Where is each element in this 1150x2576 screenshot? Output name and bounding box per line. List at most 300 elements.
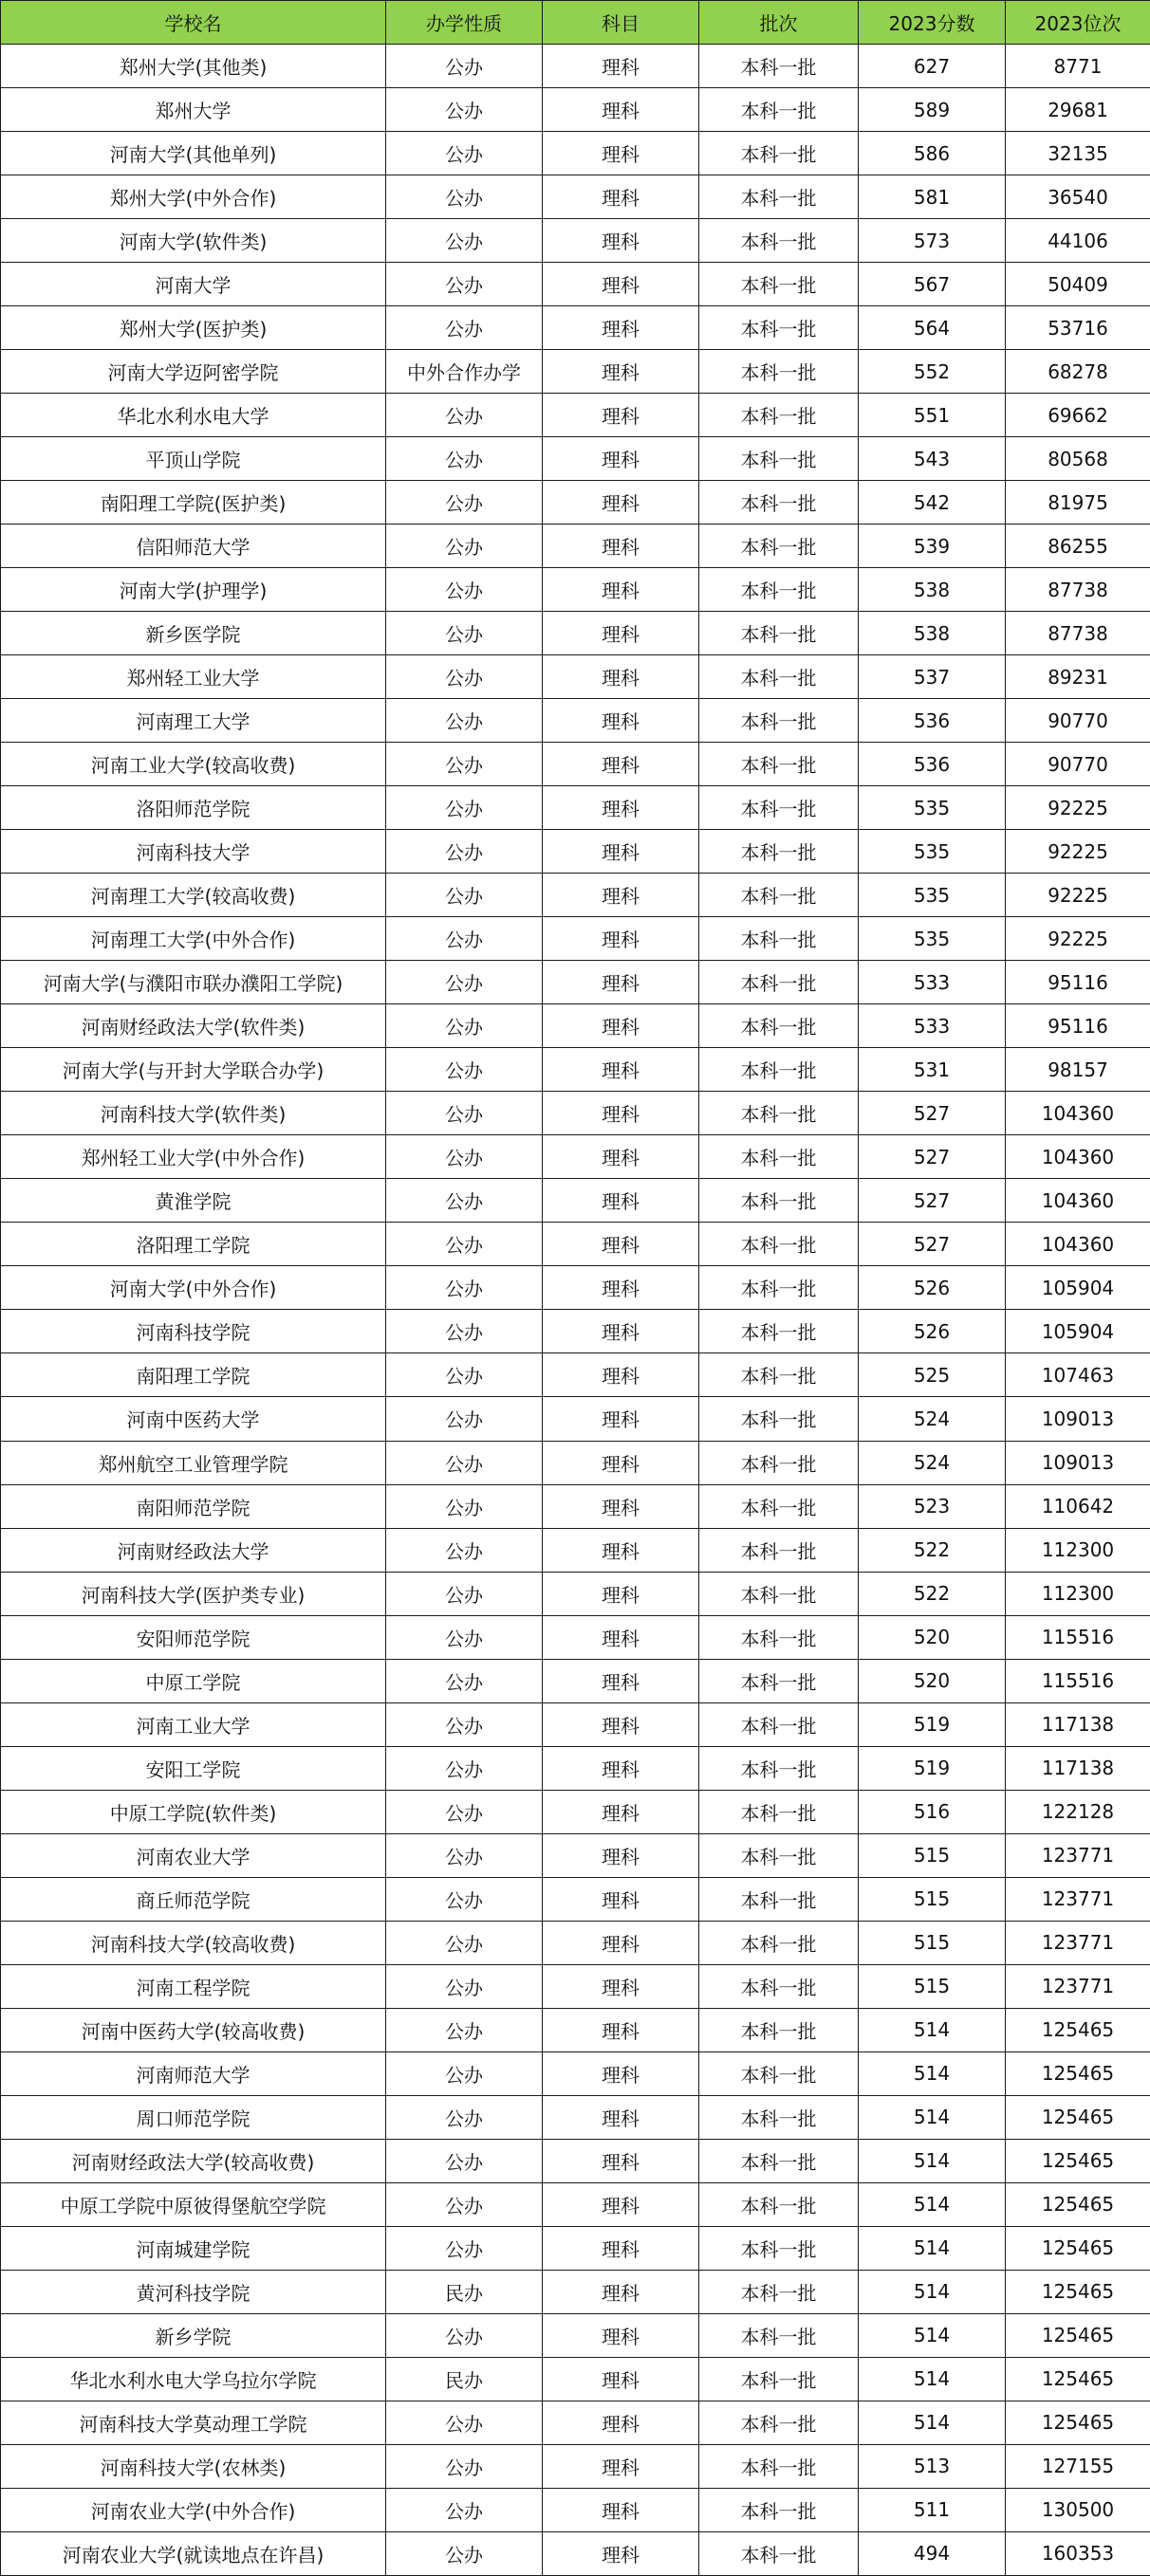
rank-cell: 87738 [1006,612,1150,655]
score-cell: 535 [859,830,1006,874]
batch-cell: 本科一批 [699,830,859,874]
school-name-cell: 郑州大学(医护类) [1,306,386,350]
header-rank-2023: 2023位次 [1006,1,1150,45]
school-name-cell: 中原工学院 [1,1659,386,1702]
school-type-cell: 公办 [386,1877,543,1921]
table-row [1,699,1150,743]
batch-cell: 本科一批 [699,1092,859,1135]
school-type-cell: 公办 [386,1048,543,1092]
table-row [1,350,1150,394]
subject-cell: 理科 [543,917,699,961]
rank-cell: 125465 [1006,2182,1150,2226]
table-row [1,655,1150,699]
subject-cell: 理科 [543,2182,699,2226]
school-type-cell: 公办 [386,1004,543,1048]
subject-cell: 理科 [543,568,699,612]
score-cell: 531 [859,1048,1006,1092]
school-name-cell: 中原工学院中原彼得堡航空学院 [1,2182,386,2226]
score-cell: 524 [859,1441,1006,1484]
school-name-cell: 河南农业大学(就读地点在许昌) [1,2531,386,2575]
school-type-cell: 公办 [386,2488,543,2531]
school-name-cell: 河南大学(护理学) [1,568,386,612]
school-type-cell: 公办 [386,2531,543,2575]
rank-cell: 80568 [1006,437,1150,481]
school-name-cell: 华北水利水电大学 [1,394,386,437]
table-row [1,2313,1150,2357]
school-type-cell: 公办 [386,132,543,175]
table-row [1,2182,1150,2226]
school-type-cell: 公办 [386,1921,543,1964]
rank-cell: 109013 [1006,1441,1150,1484]
table-body [1,45,1150,2576]
batch-cell: 本科一批 [699,481,859,524]
subject-cell: 理科 [543,1310,699,1353]
table-row [1,1179,1150,1223]
school-type-cell: 公办 [386,1266,543,1310]
table-row [1,45,1150,88]
school-type-cell: 公办 [386,874,543,917]
subject-cell: 理科 [543,1528,699,1572]
subject-cell: 理科 [543,350,699,394]
table-row [1,2531,1150,2575]
batch-cell: 本科一批 [699,2008,859,2052]
school-type-cell: 公办 [386,1702,543,1746]
table-row [1,437,1150,481]
subject-cell: 理科 [543,655,699,699]
table-row [1,1964,1150,2008]
rank-cell: 125465 [1006,2139,1150,2182]
table-row [1,1092,1150,1135]
rank-cell: 95116 [1006,961,1150,1004]
rank-cell: 115516 [1006,1659,1150,1702]
batch-cell: 本科一批 [699,1004,859,1048]
school-name-cell: 河南城建学院 [1,2226,386,2270]
subject-cell: 理科 [543,2095,699,2139]
table-row [1,917,1150,961]
rank-cell: 123771 [1006,1921,1150,1964]
rank-cell: 90770 [1006,699,1150,743]
batch-cell: 本科一批 [699,132,859,175]
score-cell: 515 [859,1964,1006,2008]
table-row [1,132,1150,175]
rank-cell: 125465 [1006,2095,1150,2139]
school-name-cell: 周口师范学院 [1,2095,386,2139]
score-cell: 543 [859,437,1006,481]
subject-cell: 理科 [543,1004,699,1048]
batch-cell: 本科一批 [699,1223,859,1266]
score-cell: 520 [859,1615,1006,1659]
score-cell: 581 [859,175,1006,219]
batch-cell: 本科一批 [699,1790,859,1833]
score-cell: 539 [859,524,1006,568]
score-cell: 514 [859,2313,1006,2357]
subject-cell: 理科 [543,1921,699,1964]
table-row [1,1004,1150,1048]
school-type-cell: 公办 [386,1397,543,1441]
batch-cell: 本科一批 [699,699,859,743]
subject-cell: 理科 [543,1572,699,1615]
subject-cell: 理科 [543,263,699,306]
table-row [1,1266,1150,1310]
school-name-cell: 商丘师范学院 [1,1877,386,1921]
table-row [1,1702,1150,1746]
rank-cell: 105904 [1006,1310,1150,1353]
school-name-cell: 平顶山学院 [1,437,386,481]
school-type-cell: 公办 [386,1964,543,2008]
rank-cell: 69662 [1006,394,1150,437]
table-row [1,2488,1150,2531]
subject-cell: 理科 [543,1048,699,1092]
subject-cell: 理科 [543,786,699,830]
school-type-cell: 公办 [386,306,543,350]
table-row [1,2095,1150,2139]
school-type-cell: 公办 [386,786,543,830]
table-row [1,481,1150,524]
school-name-cell: 中原工学院(软件类) [1,1790,386,1833]
batch-cell: 本科一批 [699,917,859,961]
table-row [1,1484,1150,1528]
batch-cell: 本科一批 [699,612,859,655]
rank-cell: 127155 [1006,2444,1150,2488]
table-row [1,1659,1150,1702]
table-row [1,1223,1150,1266]
subject-cell: 理科 [543,2531,699,2575]
batch-cell: 本科一批 [699,1484,859,1528]
subject-cell: 理科 [543,2444,699,2488]
school-type-cell: 公办 [386,2139,543,2182]
batch-cell: 本科一批 [699,1528,859,1572]
rank-cell: 117138 [1006,1746,1150,1790]
rank-cell: 130500 [1006,2488,1150,2531]
score-cell: 535 [859,786,1006,830]
rank-cell: 92225 [1006,917,1150,961]
rank-cell: 125465 [1006,2052,1150,2095]
school-name-cell: 新乡学院 [1,2313,386,2357]
batch-cell: 本科一批 [699,1397,859,1441]
school-name-cell: 河南理工大学(较高收费) [1,874,386,917]
school-name-cell: 黄河科技学院 [1,2270,386,2313]
score-cell: 525 [859,1353,1006,1397]
table-row [1,2270,1150,2313]
school-name-cell: 郑州大学 [1,88,386,132]
table-row [1,2401,1150,2444]
rank-cell: 110642 [1006,1484,1150,1528]
subject-cell: 理科 [543,1397,699,1441]
rank-cell: 104360 [1006,1223,1150,1266]
rank-cell: 98157 [1006,1048,1150,1092]
rank-cell: 125465 [1006,2270,1150,2313]
batch-cell: 本科一批 [699,1964,859,2008]
school-name-cell: 河南财经政法大学(较高收费) [1,2139,386,2182]
school-name-cell: 河南科技大学莫动理工学院 [1,2401,386,2444]
subject-cell: 理科 [543,481,699,524]
subject-cell: 理科 [543,1833,699,1877]
score-cell: 523 [859,1484,1006,1528]
school-type-cell: 公办 [386,1615,543,1659]
rank-cell: 122128 [1006,1790,1150,1833]
score-cell: 527 [859,1223,1006,1266]
table-row [1,2444,1150,2488]
subject-cell: 理科 [543,2226,699,2270]
school-name-cell: 河南科技大学(医护类专业) [1,1572,386,1615]
subject-cell: 理科 [543,1964,699,2008]
school-type-cell: 公办 [386,1790,543,1833]
subject-cell: 理科 [543,1877,699,1921]
subject-cell: 理科 [543,88,699,132]
table-row [1,2139,1150,2182]
subject-cell: 理科 [543,699,699,743]
table-row [1,1833,1150,1877]
subject-cell: 理科 [543,2488,699,2531]
school-name-cell: 河南科技大学(农林类) [1,2444,386,2488]
school-name-cell: 河南科技学院 [1,1310,386,1353]
rank-cell: 125465 [1006,2008,1150,2052]
school-name-cell: 黄淮学院 [1,1179,386,1223]
table-row [1,1615,1150,1659]
school-name-cell: 信阳师范大学 [1,524,386,568]
table-row [1,1353,1150,1397]
subject-cell: 理科 [543,394,699,437]
subject-cell: 理科 [543,961,699,1004]
table-row [1,786,1150,830]
school-name-cell: 华北水利水电大学乌拉尔学院 [1,2357,386,2401]
school-type-cell: 公办 [386,175,543,219]
table-row [1,1441,1150,1484]
batch-cell: 本科一批 [699,1441,859,1484]
table-row [1,394,1150,437]
batch-cell: 本科一批 [699,2095,859,2139]
score-cell: 573 [859,219,1006,263]
rank-cell: 112300 [1006,1572,1150,1615]
school-name-cell: 安阳工学院 [1,1746,386,1790]
school-type-cell: 公办 [386,917,543,961]
rank-cell: 95116 [1006,1004,1150,1048]
batch-cell: 本科一批 [699,2139,859,2182]
subject-cell: 理科 [543,132,699,175]
table-row [1,175,1150,219]
score-cell: 522 [859,1572,1006,1615]
rank-cell: 125465 [1006,2313,1150,2357]
table-row [1,2226,1150,2270]
subject-cell: 理科 [543,1179,699,1223]
rank-cell: 92225 [1006,786,1150,830]
batch-cell: 本科一批 [699,2357,859,2401]
school-type-cell: 公办 [386,1353,543,1397]
school-name-cell: 河南农业大学 [1,1833,386,1877]
school-name-cell: 河南工程学院 [1,1964,386,2008]
subject-cell: 理科 [543,2401,699,2444]
school-type-cell: 公办 [386,263,543,306]
rank-cell: 50409 [1006,263,1150,306]
batch-cell: 本科一批 [699,1833,859,1877]
score-cell: 519 [859,1746,1006,1790]
table-row [1,874,1150,917]
school-type-cell: 公办 [386,481,543,524]
rank-cell: 123771 [1006,1877,1150,1921]
school-type-cell: 公办 [386,219,543,263]
batch-cell: 本科一批 [699,568,859,612]
rank-cell: 90770 [1006,743,1150,786]
score-cell: 527 [859,1135,1006,1179]
batch-cell: 本科一批 [699,2313,859,2357]
header-row [1,1,1150,45]
school-type-cell: 公办 [386,88,543,132]
score-cell: 515 [859,1833,1006,1877]
school-name-cell: 安阳师范学院 [1,1615,386,1659]
school-name-cell: 郑州轻工业大学(中外合作) [1,1135,386,1179]
school-name-cell: 河南大学(与濮阳市联办濮阳工学院) [1,961,386,1004]
school-type-cell: 公办 [386,1223,543,1266]
rank-cell: 104360 [1006,1092,1150,1135]
rank-cell: 89231 [1006,655,1150,699]
table-row [1,1877,1150,1921]
batch-cell: 本科一批 [699,1353,859,1397]
batch-cell: 本科一批 [699,524,859,568]
school-type-cell: 公办 [386,1833,543,1877]
rank-cell: 53716 [1006,306,1150,350]
school-type-cell: 公办 [386,743,543,786]
table-row [1,961,1150,1004]
subject-cell: 理科 [543,1223,699,1266]
school-name-cell: 河南大学(与开封大学联合办学) [1,1048,386,1092]
subject-cell: 理科 [543,524,699,568]
subject-cell: 理科 [543,1092,699,1135]
score-cell: 551 [859,394,1006,437]
batch-cell: 本科一批 [699,2226,859,2270]
subject-cell: 理科 [543,1746,699,1790]
subject-cell: 理科 [543,219,699,263]
school-name-cell: 郑州轻工业大学 [1,655,386,699]
score-cell: 515 [859,1877,1006,1921]
batch-cell: 本科一批 [699,1877,859,1921]
rank-cell: 107463 [1006,1353,1150,1397]
rank-cell: 44106 [1006,219,1150,263]
score-cell: 552 [859,350,1006,394]
school-name-cell: 郑州大学(其他类) [1,45,386,88]
rank-cell: 81975 [1006,481,1150,524]
rank-cell: 115516 [1006,1615,1150,1659]
school-name-cell: 河南理工大学(中外合作) [1,917,386,961]
school-name-cell: 洛阳师范学院 [1,786,386,830]
school-name-cell: 河南农业大学(中外合作) [1,2488,386,2531]
table-row [1,1310,1150,1353]
score-cell: 535 [859,874,1006,917]
school-type-cell: 公办 [386,830,543,874]
batch-cell: 本科一批 [699,1659,859,1702]
school-type-cell: 公办 [386,2008,543,2052]
table-row [1,830,1150,874]
table-row [1,2052,1150,2095]
batch-cell: 本科一批 [699,1310,859,1353]
school-type-cell: 公办 [386,2052,543,2095]
batch-cell: 本科一批 [699,2444,859,2488]
school-type-cell: 公办 [386,524,543,568]
school-name-cell: 河南科技大学(较高收费) [1,1921,386,1964]
subject-cell: 理科 [543,2270,699,2313]
rank-cell: 123771 [1006,1964,1150,2008]
school-name-cell: 河南大学迈阿密学院 [1,350,386,394]
school-type-cell: 公办 [386,1484,543,1528]
batch-cell: 本科一批 [699,786,859,830]
school-type-cell: 公办 [386,2226,543,2270]
batch-cell: 本科一批 [699,2182,859,2226]
table-row [1,1048,1150,1092]
rank-cell: 123771 [1006,1833,1150,1877]
score-cell: 538 [859,612,1006,655]
rank-cell: 125465 [1006,2401,1150,2444]
batch-cell: 本科一批 [699,1746,859,1790]
score-cell: 514 [859,2226,1006,2270]
school-type-cell: 公办 [386,2313,543,2357]
subject-cell: 理科 [543,1615,699,1659]
score-cell: 514 [859,2008,1006,2052]
school-name-cell: 河南财经政法大学 [1,1528,386,1572]
subject-cell: 理科 [543,437,699,481]
subject-cell: 理科 [543,2008,699,2052]
table-row [1,263,1150,306]
score-cell: 536 [859,699,1006,743]
rank-cell: 104360 [1006,1179,1150,1223]
school-name-cell: 洛阳理工学院 [1,1223,386,1266]
school-name-cell: 河南中医药大学(较高收费) [1,2008,386,2052]
school-name-cell: 河南财经政法大学(软件类) [1,1004,386,1048]
batch-cell: 本科一批 [699,175,859,219]
rank-cell: 86255 [1006,524,1150,568]
subject-cell: 理科 [543,1135,699,1179]
subject-cell: 理科 [543,175,699,219]
school-name-cell: 河南师范大学 [1,2052,386,2095]
batch-cell: 本科一批 [699,1572,859,1615]
subject-cell: 理科 [543,2357,699,2401]
school-name-cell: 郑州大学(中外合作) [1,175,386,219]
table-row [1,1790,1150,1833]
school-name-cell: 新乡医学院 [1,612,386,655]
school-type-cell: 公办 [386,1572,543,1615]
header-score-2023: 2023分数 [859,1,1006,45]
batch-cell: 本科一批 [699,743,859,786]
batch-cell: 本科一批 [699,263,859,306]
score-cell: 533 [859,961,1006,1004]
rank-cell: 92225 [1006,830,1150,874]
rank-cell: 29681 [1006,88,1150,132]
header-subject: 科目 [543,1,699,45]
school-name-cell: 河南大学(其他单列) [1,132,386,175]
batch-cell: 本科一批 [699,2531,859,2575]
rank-cell: 125465 [1006,2357,1150,2401]
school-type-cell: 公办 [386,1135,543,1179]
batch-cell: 本科一批 [699,2052,859,2095]
score-cell: 567 [859,263,1006,306]
subject-cell: 理科 [543,1484,699,1528]
score-cell: 514 [859,2095,1006,2139]
table-row [1,2008,1150,2052]
school-name-cell: 河南大学(中外合作) [1,1266,386,1310]
score-cell: 519 [859,1702,1006,1746]
school-type-cell: 公办 [386,1179,543,1223]
school-name-cell: 河南理工大学 [1,699,386,743]
header-batch: 批次 [699,1,859,45]
header-school-name: 学校名 [1,1,386,45]
rank-cell: 112300 [1006,1528,1150,1572]
score-cell: 522 [859,1528,1006,1572]
score-cell: 526 [859,1266,1006,1310]
table-row [1,1921,1150,1964]
subject-cell: 理科 [543,1659,699,1702]
school-type-cell: 公办 [386,1746,543,1790]
score-cell: 527 [859,1092,1006,1135]
school-name-cell: 河南工业大学 [1,1702,386,1746]
school-type-cell: 公办 [386,1092,543,1135]
